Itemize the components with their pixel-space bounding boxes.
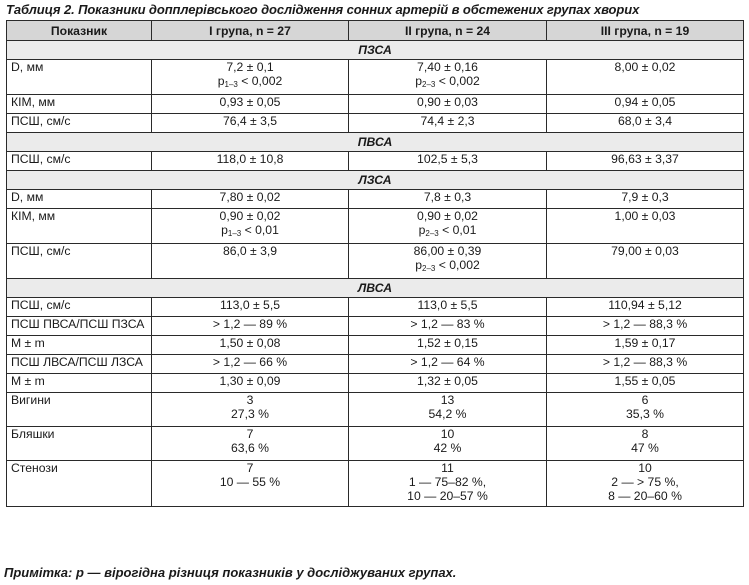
table-footnote: Примітка: р — вірогідна різниця показників у досліджуваних групах.: [4, 565, 457, 580]
row-label: Стенози: [7, 461, 152, 507]
cell-group-3: 8,00 ± 0,02: [547, 60, 744, 95]
section-row: [7, 279, 744, 298]
cell-group-2: > 1,2 — 83 %: [349, 317, 547, 336]
p-value: [156, 223, 344, 237]
section-title-lzsa: ЛЗСА: [7, 171, 744, 190]
table-row: [7, 374, 744, 393]
cell-group-1: [152, 209, 349, 244]
p-symbol: p: [217, 74, 225, 88]
table-row: [7, 336, 744, 355]
cell-group-3: 79,00 ± 0,03: [547, 244, 744, 279]
cell-percent: 42 %: [433, 441, 462, 455]
table-row: [7, 317, 744, 336]
cell-group-1: [152, 393, 349, 427]
p-symbol: p: [415, 74, 423, 88]
cell-group-3: 1,55 ± 0,05: [547, 374, 744, 393]
table-row: [7, 244, 744, 279]
cell-count: 13: [440, 393, 455, 407]
row-label: КІМ, мм: [7, 95, 152, 114]
cell-group-2: 102,5 ± 5,3: [349, 152, 547, 171]
cell-group-2: 74,4 ± 2,3: [349, 114, 547, 133]
table-row: [7, 95, 744, 114]
table-row: [7, 427, 744, 461]
cell-group-2: 0,90 ± 0,03: [349, 95, 547, 114]
cell-value: 7,40 ± 0,16: [417, 60, 478, 74]
cell-group-1: [152, 427, 349, 461]
cell-group-3: 68,0 ± 3,4: [547, 114, 744, 133]
row-label: M ± m: [7, 374, 152, 393]
p-subscript: 2–3: [422, 264, 436, 273]
cell-percent: 54,2 %: [428, 407, 467, 421]
cell-group-2: [349, 244, 547, 279]
table-caption: Таблиця 2. Показники допплерівського дослідження сонних артерій в обстежених групах хворих: [6, 2, 640, 17]
p-value: [353, 74, 542, 88]
cell-value: 86,00 ± 0,39: [413, 244, 482, 258]
cell-group-2: 1,32 ± 0,05: [349, 374, 547, 393]
table-row: [7, 355, 744, 374]
p-threshold: < 0,002: [237, 74, 283, 88]
cell-count: 7: [246, 461, 254, 475]
p-threshold: < 0,002: [435, 258, 480, 272]
cell-group-1: [152, 461, 349, 507]
cell-count: 6: [641, 393, 649, 407]
section-title-pvsa: ПВСА: [7, 133, 744, 152]
p-symbol: p: [418, 223, 426, 237]
cell-group-1: > 1,2 — 66 %: [152, 355, 349, 374]
p-subscript: 1–3: [224, 80, 238, 89]
row-label: ПСШ ПВСА/ПСШ ПЗСА: [7, 317, 152, 336]
table-row: [7, 298, 744, 317]
cell-group-3: > 1,2 — 88,3 %: [547, 317, 744, 336]
cell-group-1: [152, 60, 349, 95]
cell-group-1: 86,0 ± 3,9: [152, 244, 349, 279]
p-threshold: < 0,002: [435, 74, 480, 88]
row-label: D, мм: [7, 60, 152, 95]
p-value: [353, 223, 542, 237]
cell-group-1: 7,80 ± 0,02: [152, 190, 349, 209]
cell-value: 0,90 ± 0,02: [417, 209, 478, 223]
cell-count: 10: [638, 461, 652, 475]
section-row: [7, 133, 744, 152]
cell-detail: 10 — 20–57 %: [407, 489, 488, 503]
cell-group-2: 1,52 ± 0,15: [349, 336, 547, 355]
cell-group-3: 0,94 ± 0,05: [547, 95, 744, 114]
cell-group-3: 1,00 ± 0,03: [547, 209, 744, 244]
cell-group-1: 1,30 ± 0,09: [152, 374, 349, 393]
p-value: [353, 258, 542, 272]
table-row: [7, 209, 744, 244]
section-row: [7, 41, 744, 60]
cell-count: 7: [246, 427, 254, 441]
cell-group-3: 7,9 ± 0,3: [547, 190, 744, 209]
cell-percent: 27,3 %: [231, 407, 269, 421]
p-symbol: p: [221, 223, 228, 237]
p-value: [156, 74, 344, 88]
row-label: ПСШ, см/с: [7, 152, 152, 171]
table-row: [7, 461, 744, 507]
cell-group-2: > 1,2 — 64 %: [349, 355, 547, 374]
cell-detail: 8 — 20–60 %: [608, 489, 682, 503]
cell-count: 3: [246, 393, 254, 407]
cell-group-2: 113,0 ± 5,5: [349, 298, 547, 317]
header-group-1: I група, n = 27: [152, 21, 349, 41]
p-subscript: 1–3: [227, 229, 242, 238]
cell-group-1: > 1,2 — 89 %: [152, 317, 349, 336]
cell-group-2: [349, 60, 547, 95]
p-subscript: 2–3: [422, 80, 436, 89]
cell-group-3: 110,94 ± 5,12: [547, 298, 744, 317]
p-symbol: p: [415, 258, 423, 272]
section-row: [7, 171, 744, 190]
section-title-lvsa: ЛВСА: [7, 279, 744, 298]
cell-count: 10: [440, 427, 455, 441]
cell-group-1: 118,0 ± 10,8: [152, 152, 349, 171]
row-label: ПСШ, см/с: [7, 244, 152, 279]
cell-group-3: [547, 393, 744, 427]
cell-percent: 47 %: [631, 441, 659, 455]
cell-group-2: [349, 427, 547, 461]
cell-group-2: [349, 461, 547, 507]
cell-group-3: > 1,2 — 88,3 %: [547, 355, 744, 374]
table-row: [7, 114, 744, 133]
cell-value: 0,90 ± 0,02: [219, 209, 281, 223]
cell-percent: 63,6 %: [231, 441, 269, 455]
cell-group-2: [349, 209, 547, 244]
cell-group-2: [349, 393, 547, 427]
row-label: КІМ, мм: [7, 209, 152, 244]
row-label: Бляшки: [7, 427, 152, 461]
cell-percent: 35,3 %: [626, 407, 664, 421]
cell-count: 8: [641, 427, 649, 441]
cell-group-1: 76,4 ± 3,5: [152, 114, 349, 133]
doppler-results-table: [6, 20, 744, 507]
table-row: [7, 60, 744, 95]
cell-value: 7,2 ± 0,1: [226, 60, 274, 74]
table-row: [7, 393, 744, 427]
table-row: [7, 190, 744, 209]
cell-group-1: 0,93 ± 0,05: [152, 95, 349, 114]
cell-group-3: 96,63 ± 3,37: [547, 152, 744, 171]
p-threshold: < 0,01: [241, 223, 279, 237]
cell-group-3: [547, 427, 744, 461]
section-title-pzsa: ПЗСА: [7, 41, 744, 60]
p-threshold: < 0,01: [438, 223, 477, 237]
p-subscript: 2–3: [425, 229, 439, 238]
header-group-2: II група, n = 24: [349, 21, 547, 41]
header-group-3: III група, n = 19: [547, 21, 744, 41]
cell-detail: 2 — > 75 %,: [611, 475, 679, 489]
cell-group-3: [547, 461, 744, 507]
row-label: M ± m: [7, 336, 152, 355]
cell-count: 11: [441, 461, 454, 475]
row-label: D, мм: [7, 190, 152, 209]
cell-group-3: 1,59 ± 0,17: [547, 336, 744, 355]
table-row: [7, 152, 744, 171]
cell-group-1: 1,50 ± 0,08: [152, 336, 349, 355]
cell-group-2: 7,8 ± 0,3: [349, 190, 547, 209]
cell-percent: 10 — 55 %: [219, 475, 281, 489]
row-label: ПСШ, см/с: [7, 298, 152, 317]
row-label: ПСШ ЛВСА/ПСШ ЛЗСА: [7, 355, 152, 374]
cell-detail: 1 — 75–82 %,: [408, 475, 487, 489]
cell-group-1: 113,0 ± 5,5: [152, 298, 349, 317]
row-label: ПСШ, см/с: [7, 114, 152, 133]
header-indicator: Показник: [7, 21, 152, 41]
header-row: [7, 21, 744, 41]
row-label: Вигини: [7, 393, 152, 427]
